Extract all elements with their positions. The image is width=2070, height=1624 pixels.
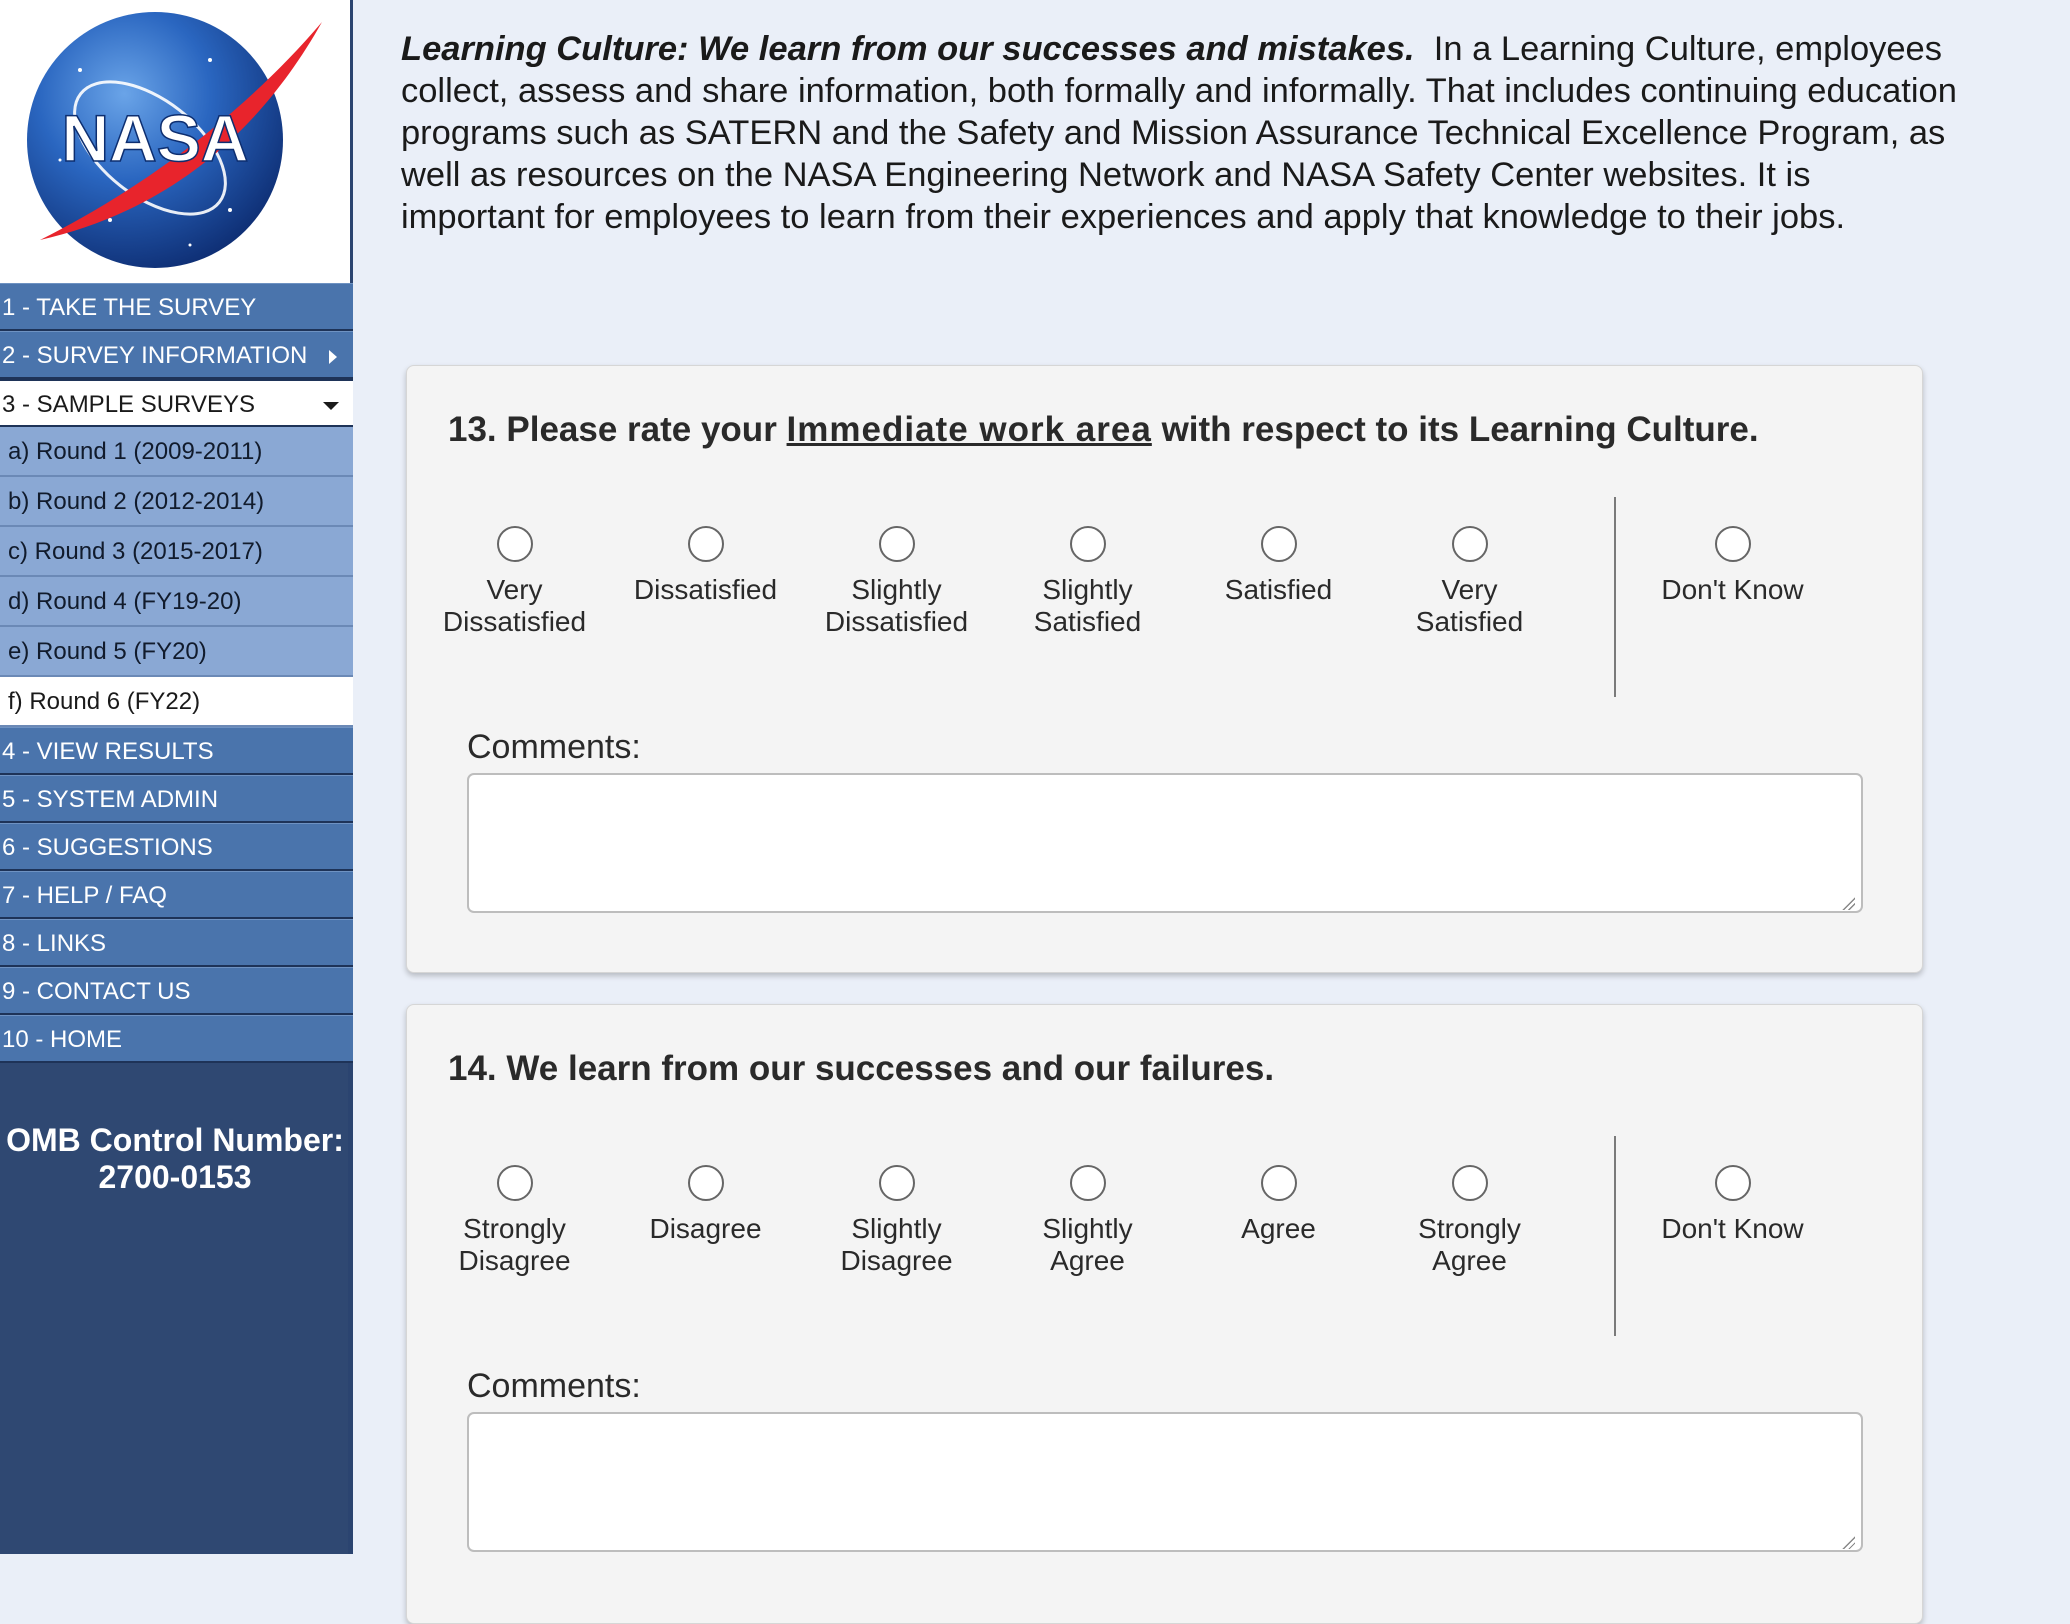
radio-button[interactable]: [1452, 526, 1488, 562]
comments-label: Comments:: [467, 1367, 641, 1405]
nav-round-3[interactable]: [0, 527, 353, 577]
nav-survey-information[interactable]: [0, 331, 353, 379]
divider: [1614, 1136, 1616, 1336]
option-label: Slightly: [1042, 1213, 1133, 1244]
nav-round-6[interactable]: [0, 677, 353, 727]
resize-grip-icon[interactable]: [1841, 1535, 1855, 1549]
option-label: Dissatisfied: [824, 606, 969, 637]
nav-label: 5 - SYSTEM ADMIN: [2, 786, 219, 813]
nav-take-survey[interactable]: [0, 283, 353, 331]
option-label: Don't Know: [1661, 574, 1804, 605]
option-label: Satisfied: [1415, 606, 1524, 637]
radio-button[interactable]: [497, 1165, 533, 1201]
radio-button[interactable]: [1715, 526, 1751, 562]
nav-links[interactable]: [0, 919, 353, 967]
nav-label: 1 - TAKE THE SURVEY: [2, 294, 257, 321]
nav-system-admin[interactable]: [0, 775, 353, 823]
logo-area: [0, 0, 350, 283]
option-label: Slightly: [851, 574, 942, 605]
nav-contact-us[interactable]: [0, 967, 353, 1015]
radio-button[interactable]: [879, 1165, 915, 1201]
nav-sub-label: c) Round 3 (2015-2017): [8, 538, 263, 565]
option-label: Slightly: [1042, 574, 1133, 605]
option-label: Agree: [1241, 1213, 1316, 1244]
nav-help-faq[interactable]: [0, 871, 353, 919]
nav-label: 8 - LINKS: [2, 930, 107, 957]
comments-textarea[interactable]: [467, 1412, 1863, 1552]
nav-round-2[interactable]: [0, 477, 353, 527]
nav-label: 4 - VIEW RESULTS: [2, 738, 214, 765]
nav-home[interactable]: [0, 1015, 353, 1063]
question-card-13: [406, 365, 1923, 973]
question-title: [448, 1049, 1274, 1089]
option-label: Strongly: [1418, 1213, 1521, 1244]
option-strongly-disagree[interactable]: [419, 1165, 610, 1277]
radio-button[interactable]: [879, 526, 915, 562]
option-disagree[interactable]: [610, 1165, 801, 1245]
chevron-right-icon: [329, 350, 337, 364]
option-very-satisfied[interactable]: [1374, 526, 1565, 638]
nav-round-5[interactable]: [0, 627, 353, 677]
option-dont-know[interactable]: [1637, 1165, 1828, 1245]
radio-button[interactable]: [1070, 526, 1106, 562]
question-title: [448, 410, 1759, 450]
question-prefix: 13. Please rate your: [448, 410, 777, 449]
option-label: Disagree: [458, 1245, 571, 1276]
nav-label: 7 - HELP / FAQ: [2, 882, 167, 909]
nasa-logo-text: NASA: [61, 101, 249, 175]
sidebar: [0, 0, 353, 1554]
nav-menu: [0, 283, 353, 1063]
option-slightly-dissatisfied[interactable]: [801, 526, 992, 638]
nasa-logo: [0, 0, 350, 283]
omb-label: OMB Control Number:: [6, 1122, 344, 1158]
nav-label: 6 - SUGGESTIONS: [2, 834, 213, 861]
question-prefix: 14. We learn from our successes and our failures.: [448, 1049, 1275, 1088]
radio-button[interactable]: [688, 1165, 724, 1201]
radio-button[interactable]: [1452, 1165, 1488, 1201]
nav-sub-label: e) Round 5 (FY20): [8, 638, 207, 665]
question-emphasis: Immediate work area: [786, 410, 1152, 449]
comments-textarea[interactable]: [467, 773, 1863, 913]
option-label: Satisfied: [1224, 574, 1333, 605]
intro-lead: Learning Culture: We learn from our successes and mistakes.: [401, 30, 1415, 68]
option-slightly-disagree[interactable]: [801, 1165, 992, 1277]
question-card-14: [406, 1004, 1923, 1624]
option-label: Agree: [1050, 1245, 1125, 1276]
radio-button[interactable]: [1261, 526, 1297, 562]
nav-sub-label: f) Round 6 (FY22): [8, 688, 201, 715]
question-suffix: with respect to its Learning Culture.: [1161, 410, 1759, 449]
nav-round-4[interactable]: [0, 577, 353, 627]
option-label: Disagree: [840, 1245, 953, 1276]
nav-label: 2 - SURVEY INFORMATION: [2, 342, 308, 369]
radio-button[interactable]: [1261, 1165, 1297, 1201]
radio-button[interactable]: [497, 526, 533, 562]
nav-suggestions[interactable]: [0, 823, 353, 871]
intro-paragraph: [401, 28, 1961, 238]
option-dont-know[interactable]: [1637, 526, 1828, 606]
radio-button[interactable]: [688, 526, 724, 562]
option-label: Dissatisfied: [442, 606, 587, 637]
chevron-down-icon: [323, 402, 339, 410]
option-label: Strongly: [463, 1213, 566, 1244]
option-label: Satisfied: [1033, 606, 1142, 637]
nav-label: 10 - HOME: [2, 1026, 123, 1053]
nav-sample-surveys[interactable]: [0, 379, 353, 427]
resize-grip-icon[interactable]: [1841, 896, 1855, 910]
nav-label: 9 - CONTACT US: [2, 978, 191, 1005]
nav-label: 3 - SAMPLE SURVEYS: [2, 391, 255, 418]
omb-control-number: [0, 1122, 350, 1196]
divider: [1614, 497, 1616, 697]
omb-value: 2700-0153: [98, 1159, 252, 1195]
nav-round-1[interactable]: [0, 427, 353, 477]
nav-sub-label: a) Round 1 (2009-2011): [8, 438, 263, 465]
option-label: Slightly: [851, 1213, 942, 1244]
radio-button[interactable]: [1715, 1165, 1751, 1201]
option-agree[interactable]: [1183, 1165, 1374, 1245]
comments-label: Comments:: [467, 728, 641, 766]
option-dissatisfied[interactable]: [610, 526, 801, 606]
option-label: Agree: [1432, 1245, 1507, 1276]
nav-sub-label: b) Round 2 (2012-2014): [8, 488, 265, 515]
option-label: Very: [486, 574, 543, 605]
option-very-dissatisfied[interactable]: [419, 526, 610, 638]
option-satisfied[interactable]: [1183, 526, 1374, 606]
intro-body: In a Learning Culture, employees collect, assess and share information, both formally and informally. That includes continuing education programs such as SATERN and the Safety and Mission Assurance Technical Excellence Program, as well as resources on the NASA Engineering Network and NASA Safety Center websites. It is important for employees to learn from their experiences and apply that knowledge to their jobs.: [401, 30, 1957, 236]
option-label: Dissatisfied: [633, 574, 778, 605]
option-label: Very: [1441, 574, 1498, 605]
nav-view-results[interactable]: [0, 727, 353, 775]
option-slightly-satisfied[interactable]: [992, 526, 1183, 638]
radio-button[interactable]: [1070, 1165, 1106, 1201]
option-label: Disagree: [649, 1213, 762, 1244]
nav-sub-label: d) Round 4 (FY19-20): [8, 588, 242, 615]
option-strongly-agree[interactable]: [1374, 1165, 1565, 1277]
option-label: Don't Know: [1661, 1213, 1804, 1244]
option-slightly-agree[interactable]: [992, 1165, 1183, 1277]
